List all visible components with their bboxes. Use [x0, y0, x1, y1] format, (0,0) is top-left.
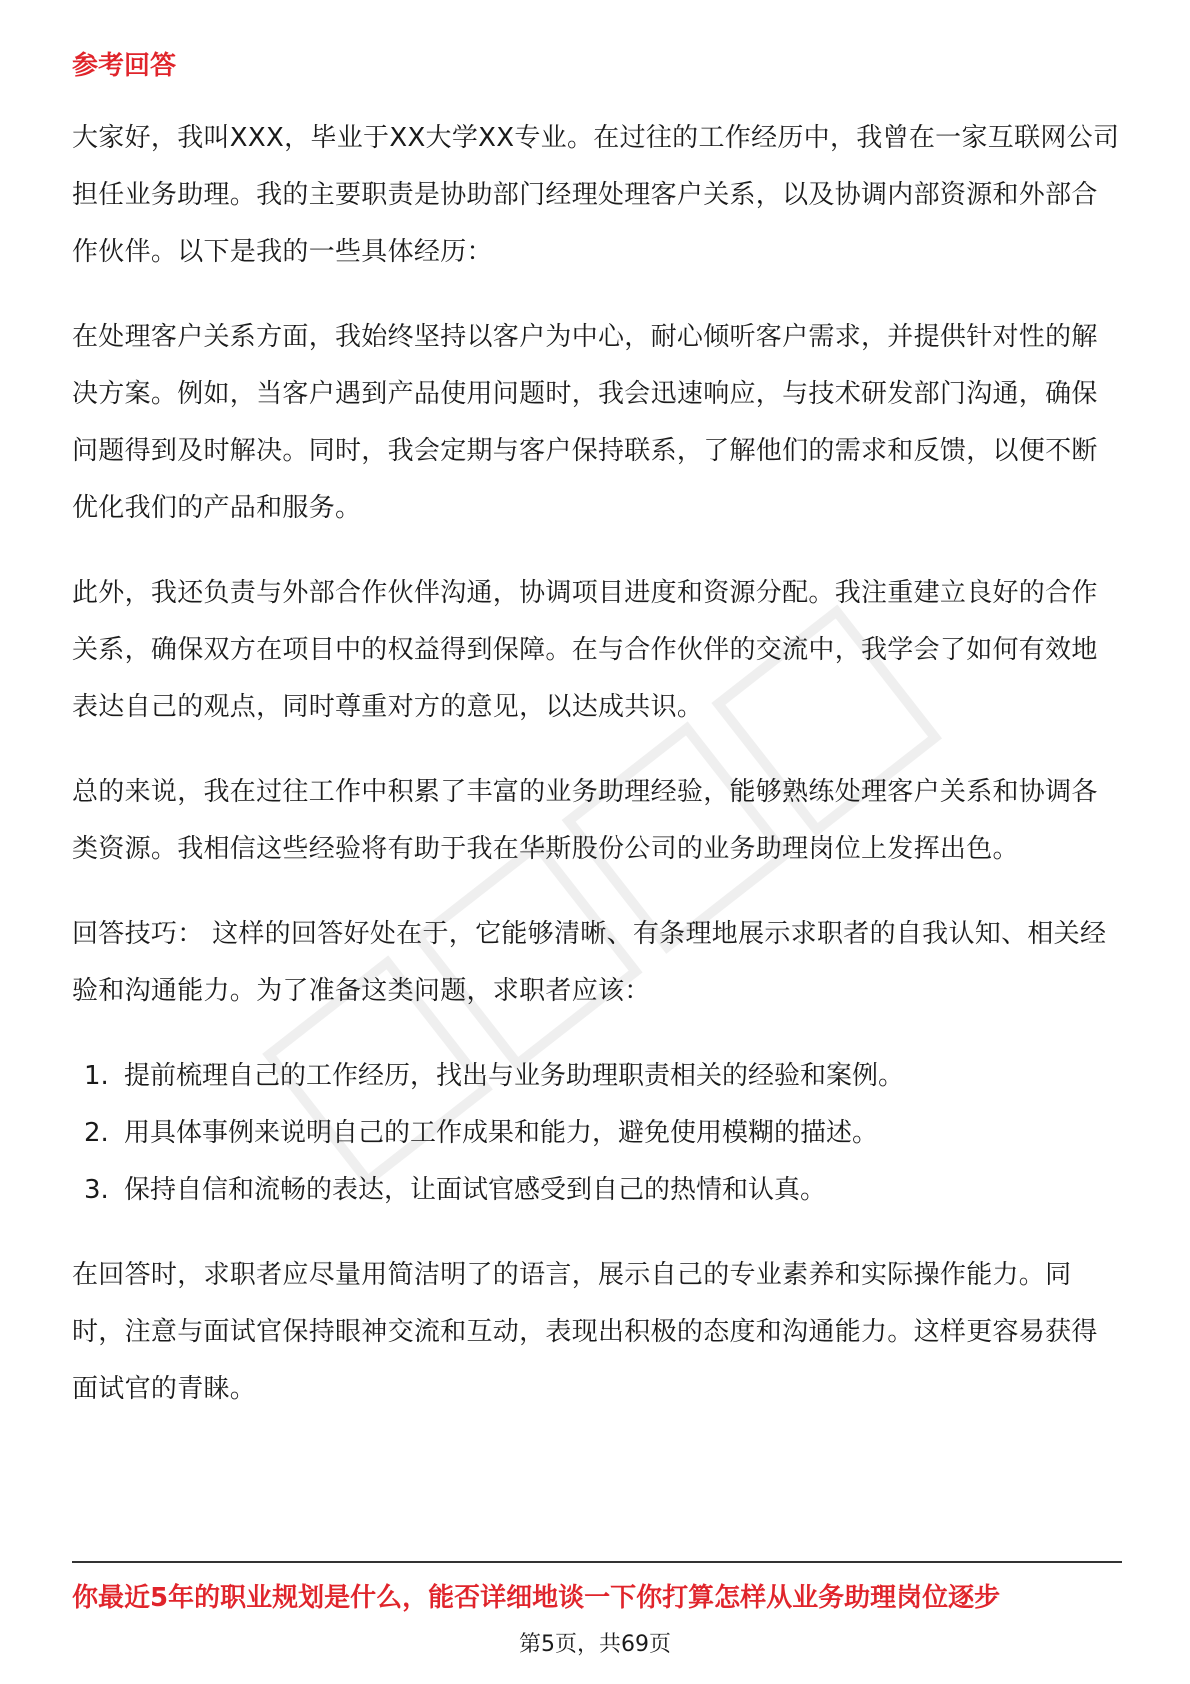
divider — [72, 1561, 1122, 1563]
answer-paragraph-2: 在处理客户关系方面，我始终坚持以客户为中心，耐心倾听客户需求，并提供针对性的解决方案。例如，当客户遇到产品使用问题时，我会迅速响应，与技术研发部门沟通，确保问题得到及时解决。同时，我会定期与客户保持联系，了解他们的需求和反馈，以便不断优化我们的产品和服务。 — [72, 322, 1098, 523]
list-item — [72, 1105, 1122, 1162]
answer-paragraph-3: 此外，我还负责与外部合作伙伴沟通，协调项目进度和资源分配。我注重建立良好的合作关系，确保双方在项目中的权益得到保障。在与合作伙伴的交流中，我学会了如何有效地表达自己的观点，同时尊重对方的意见，以达成共识。 — [72, 578, 1098, 722]
closing-paragraph: 在回答时，求职者应尽量用简洁明了的语言，展示自己的专业素养和实际操作能力。同时，注意与面试官保持眼神交流和互动，表现出积极的态度和沟通能力。这样更容易获得面试官的青睐。 — [72, 1260, 1098, 1404]
next-question-heading: 你最近5年的职业规划是什么，能否详细地谈一下你打算怎样从业务助理岗位逐步 — [72, 1583, 1001, 1613]
tips-list — [72, 1048, 1122, 1219]
tips-intro-paragraph: 回答技巧： 这样的回答好处在于，它能够清晰、有条理地展示求职者的自我认知、相关经验和沟通能力。为了准备这类问题，求职者应该： — [72, 919, 1107, 1006]
list-item-number: 1. — [84, 1061, 109, 1091]
list-item-text: 保持自信和流畅的表达，让面试官感受到自己的热情和认真。 — [124, 1175, 827, 1205]
list-item-text: 用具体事例来说明自己的工作成果和能力，避免使用模糊的描述。 — [124, 1118, 879, 1148]
list-item-text: 提前梳理自己的工作经历，找出与业务助理职责相关的经验和案例。 — [124, 1061, 905, 1091]
list-item — [72, 1048, 1122, 1105]
answer-paragraph-4: 总的来说，我在过往工作中积累了丰富的业务助理经验，能够熟练处理客户关系和协调各类资源。我相信这些经验将有助于我在华斯股份公司的业务助理岗位上发挥出色。 — [72, 777, 1098, 864]
answer-paragraph-1: 大家好，我叫XXX，毕业于XX大学XX专业。在过往的工作经历中，我曾在一家互联网公司担任业务助理。我的主要职责是协助部门经理处理客户关系，以及协调内部资源和外部合作伙伴。以下是我的一些具体经历： — [72, 123, 1120, 267]
list-item — [72, 1162, 1122, 1219]
document-page — [72, 48, 1122, 1446]
section-title: 参考回答 — [72, 51, 177, 81]
list-item-number: 3. — [84, 1175, 109, 1205]
list-item-number: 2. — [84, 1118, 109, 1148]
page-number: 第5页，共69页 — [519, 1632, 671, 1657]
